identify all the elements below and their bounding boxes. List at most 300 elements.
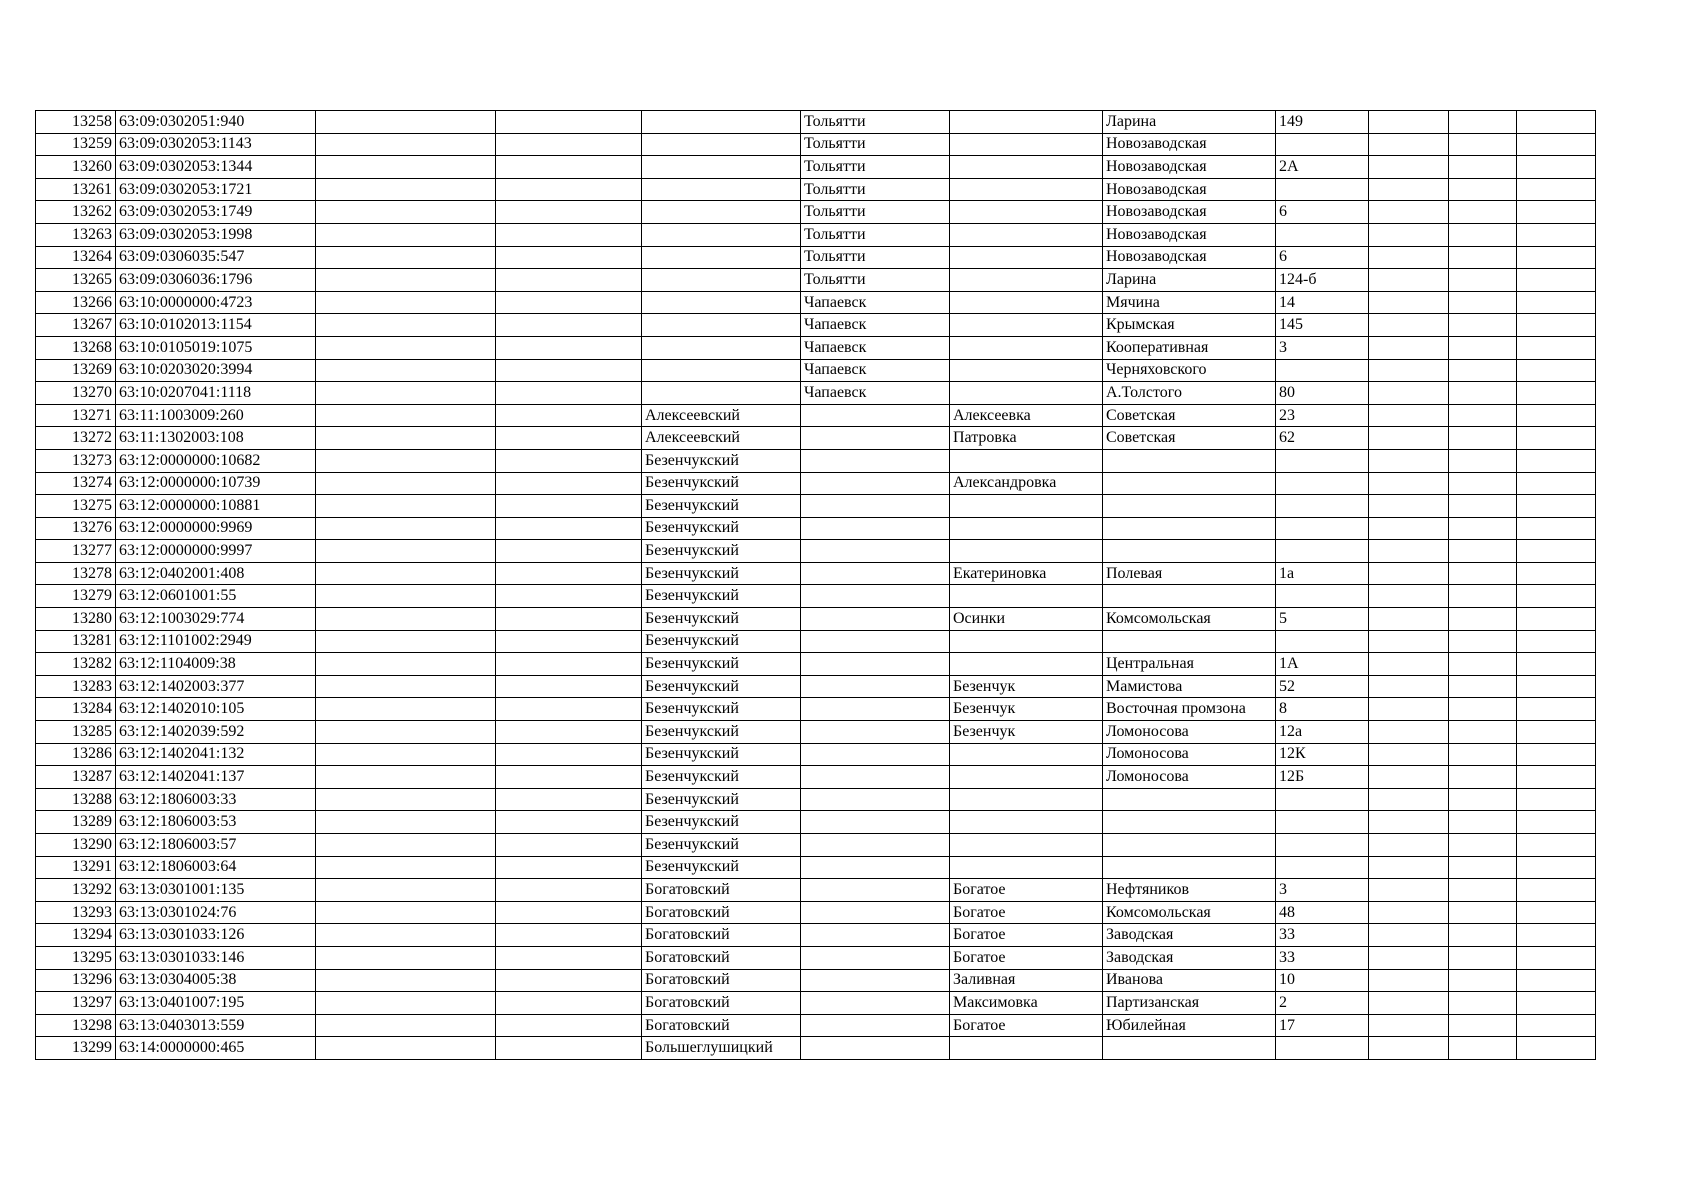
house-number-cell: 1а (1276, 562, 1369, 585)
column-3-cell (316, 969, 496, 992)
column-4-cell (496, 1014, 642, 1037)
column-12-cell (1517, 156, 1596, 179)
column-10-cell (1369, 404, 1449, 427)
district-cell: Безенчукский (642, 698, 801, 721)
column-12-cell (1517, 1037, 1596, 1060)
street-cell: Новозаводская (1103, 223, 1276, 246)
cadastral-number-cell: 63:11:1302003:108 (116, 427, 316, 450)
column-4-cell (496, 924, 642, 947)
city-cell (801, 788, 950, 811)
column-3-cell (316, 743, 496, 766)
house-number-cell (1276, 472, 1369, 495)
column-3-cell (316, 359, 496, 382)
city-cell (801, 562, 950, 585)
row-number-cell: 13292 (36, 879, 116, 902)
table-row (36, 246, 1596, 269)
district-cell: Богатовский (642, 879, 801, 902)
district-cell: Богатовский (642, 924, 801, 947)
cadastral-number-cell: 63:12:1101002:2949 (116, 630, 316, 653)
column-12-cell (1517, 111, 1596, 134)
street-cell: Советская (1103, 404, 1276, 427)
city-cell: Тольятти (801, 269, 950, 292)
house-number-cell: 2А (1276, 156, 1369, 179)
house-number-cell: 14 (1276, 291, 1369, 314)
column-4-cell (496, 495, 642, 518)
row-number-cell: 13293 (36, 901, 116, 924)
column-12-cell (1517, 788, 1596, 811)
row-number-cell: 13278 (36, 562, 116, 585)
house-number-cell: 23 (1276, 404, 1369, 427)
column-3-cell (316, 540, 496, 563)
row-number-cell: 13295 (36, 946, 116, 969)
street-cell: Партизанская (1103, 992, 1276, 1015)
column-4-cell (496, 540, 642, 563)
column-12-cell (1517, 562, 1596, 585)
city-cell (801, 404, 950, 427)
column-11-cell (1449, 1037, 1517, 1060)
city-cell (801, 608, 950, 631)
house-number-cell (1276, 178, 1369, 201)
city-cell (801, 427, 950, 450)
column-12-cell (1517, 698, 1596, 721)
row-number-cell: 13273 (36, 449, 116, 472)
street-cell: Новозаводская (1103, 133, 1276, 156)
column-11-cell (1449, 721, 1517, 744)
cadastral-number-cell: 63:12:1402041:132 (116, 743, 316, 766)
column-12-cell (1517, 404, 1596, 427)
city-cell: Чапаевск (801, 314, 950, 337)
street-cell: Заводская (1103, 924, 1276, 947)
locality-cell (950, 743, 1103, 766)
cadastral-number-cell: 63:12:0000000:9969 (116, 517, 316, 540)
house-number-cell: 5 (1276, 608, 1369, 631)
column-4-cell (496, 562, 642, 585)
city-cell: Чапаевск (801, 336, 950, 359)
row-number-cell: 13276 (36, 517, 116, 540)
column-4-cell (496, 992, 642, 1015)
table-row (36, 133, 1596, 156)
column-12-cell (1517, 336, 1596, 359)
house-number-cell (1276, 811, 1369, 834)
cadastral-number-cell: 63:12:1806003:53 (116, 811, 316, 834)
column-11-cell (1449, 788, 1517, 811)
cadastral-number-cell: 63:10:0203020:3994 (116, 359, 316, 382)
locality-cell (950, 495, 1103, 518)
locality-cell (950, 336, 1103, 359)
cadastral-number-cell: 63:13:0403013:559 (116, 1014, 316, 1037)
column-12-cell (1517, 901, 1596, 924)
locality-cell: Максимовка (950, 992, 1103, 1015)
column-10-cell (1369, 743, 1449, 766)
locality-cell: Алексеевка (950, 404, 1103, 427)
column-3-cell (316, 156, 496, 179)
column-4-cell (496, 721, 642, 744)
column-3-cell (316, 788, 496, 811)
row-number-cell: 13290 (36, 834, 116, 857)
column-11-cell (1449, 562, 1517, 585)
cadastral-number-cell: 63:12:0000000:10739 (116, 472, 316, 495)
street-cell (1103, 1037, 1276, 1060)
locality-cell (950, 201, 1103, 224)
city-cell (801, 517, 950, 540)
house-number-cell (1276, 495, 1369, 518)
street-cell (1103, 811, 1276, 834)
row-number-cell: 13264 (36, 246, 116, 269)
column-12-cell (1517, 653, 1596, 676)
locality-cell (950, 1037, 1103, 1060)
city-cell (801, 879, 950, 902)
house-number-cell: 80 (1276, 382, 1369, 405)
row-number-cell: 13275 (36, 495, 116, 518)
column-11-cell (1449, 156, 1517, 179)
street-cell (1103, 585, 1276, 608)
city-cell: Тольятти (801, 201, 950, 224)
column-12-cell (1517, 495, 1596, 518)
column-11-cell (1449, 630, 1517, 653)
house-number-cell (1276, 856, 1369, 879)
column-12-cell (1517, 834, 1596, 857)
row-number-cell: 13287 (36, 766, 116, 789)
district-cell (642, 314, 801, 337)
column-11-cell (1449, 269, 1517, 292)
district-cell: Безенчукский (642, 788, 801, 811)
cadastral-number-cell: 63:10:0000000:4723 (116, 291, 316, 314)
column-3-cell (316, 336, 496, 359)
house-number-cell: 12Б (1276, 766, 1369, 789)
row-number-cell: 13298 (36, 1014, 116, 1037)
row-number-cell: 13281 (36, 630, 116, 653)
locality-cell: Богатое (950, 1014, 1103, 1037)
cadastral-number-cell: 63:12:0000000:9997 (116, 540, 316, 563)
column-3-cell (316, 1037, 496, 1060)
column-11-cell (1449, 766, 1517, 789)
column-12-cell (1517, 585, 1596, 608)
column-4-cell (496, 608, 642, 631)
column-4-cell (496, 246, 642, 269)
table-row (36, 630, 1596, 653)
house-number-cell: 8 (1276, 698, 1369, 721)
cadastral-number-cell: 63:12:1806003:57 (116, 834, 316, 857)
column-11-cell (1449, 924, 1517, 947)
table-row (36, 743, 1596, 766)
column-12-cell (1517, 427, 1596, 450)
cadastral-number-cell: 63:09:0302053:1998 (116, 223, 316, 246)
column-11-cell (1449, 404, 1517, 427)
cadastral-number-cell: 63:14:0000000:465 (116, 1037, 316, 1060)
column-4-cell (496, 291, 642, 314)
house-number-cell (1276, 788, 1369, 811)
city-cell (801, 924, 950, 947)
column-10-cell (1369, 246, 1449, 269)
city-cell (801, 811, 950, 834)
column-3-cell (316, 698, 496, 721)
column-4-cell (496, 946, 642, 969)
cadastral-number-cell: 63:13:0301024:76 (116, 901, 316, 924)
city-cell (801, 495, 950, 518)
column-4-cell (496, 223, 642, 246)
column-12-cell (1517, 223, 1596, 246)
cadastral-number-cell: 63:12:1402003:377 (116, 675, 316, 698)
street-cell: Советская (1103, 427, 1276, 450)
table-row (36, 540, 1596, 563)
table-row (36, 562, 1596, 585)
district-cell: Алексеевский (642, 427, 801, 450)
city-cell (801, 449, 950, 472)
street-cell: Нефтяников (1103, 879, 1276, 902)
district-cell: Богатовский (642, 969, 801, 992)
cadastral-number-cell: 63:12:1402010:105 (116, 698, 316, 721)
district-cell (642, 336, 801, 359)
column-4-cell (496, 1037, 642, 1060)
column-10-cell (1369, 721, 1449, 744)
cadastral-number-cell: 63:13:0401007:195 (116, 992, 316, 1015)
street-cell: Кооперативная (1103, 336, 1276, 359)
column-11-cell (1449, 608, 1517, 631)
street-cell: Ларина (1103, 111, 1276, 134)
table-row (36, 834, 1596, 857)
column-3-cell (316, 924, 496, 947)
city-cell (801, 721, 950, 744)
city-cell (801, 901, 950, 924)
city-cell: Тольятти (801, 133, 950, 156)
column-11-cell (1449, 856, 1517, 879)
locality-cell (950, 540, 1103, 563)
column-3-cell (316, 111, 496, 134)
district-cell: Безенчукский (642, 495, 801, 518)
table-row (36, 721, 1596, 744)
row-number-cell: 13268 (36, 336, 116, 359)
column-10-cell (1369, 427, 1449, 450)
column-3-cell (316, 946, 496, 969)
column-3-cell (316, 856, 496, 879)
district-cell: Безенчукский (642, 540, 801, 563)
row-number-cell: 13282 (36, 653, 116, 676)
street-cell: Комсомольская (1103, 608, 1276, 631)
table-row (36, 924, 1596, 947)
row-number-cell: 13270 (36, 382, 116, 405)
locality-cell: Богатое (950, 946, 1103, 969)
column-10-cell (1369, 788, 1449, 811)
column-4-cell (496, 834, 642, 857)
district-cell (642, 156, 801, 179)
locality-cell: Патровка (950, 427, 1103, 450)
table-row (36, 201, 1596, 224)
cadastral-number-cell: 63:09:0302051:940 (116, 111, 316, 134)
table-row (36, 314, 1596, 337)
cadastral-number-cell: 63:13:0304005:38 (116, 969, 316, 992)
column-3-cell (316, 404, 496, 427)
house-number-cell: 33 (1276, 924, 1369, 947)
column-11-cell (1449, 382, 1517, 405)
column-4-cell (496, 472, 642, 495)
column-3-cell (316, 562, 496, 585)
column-11-cell (1449, 585, 1517, 608)
street-cell (1103, 449, 1276, 472)
column-4-cell (496, 156, 642, 179)
city-cell (801, 766, 950, 789)
cadastral-number-cell: 63:09:0302053:1721 (116, 178, 316, 201)
city-cell (801, 834, 950, 857)
column-11-cell (1449, 111, 1517, 134)
row-number-cell: 13265 (36, 269, 116, 292)
house-number-cell: 48 (1276, 901, 1369, 924)
column-12-cell (1517, 178, 1596, 201)
column-12-cell (1517, 924, 1596, 947)
locality-cell (950, 133, 1103, 156)
column-10-cell (1369, 901, 1449, 924)
table-row (36, 223, 1596, 246)
row-number-cell: 13267 (36, 314, 116, 337)
street-cell: Заводская (1103, 946, 1276, 969)
district-cell: Алексеевский (642, 404, 801, 427)
district-cell (642, 223, 801, 246)
column-4-cell (496, 178, 642, 201)
row-number-cell: 13299 (36, 1037, 116, 1060)
column-11-cell (1449, 879, 1517, 902)
street-cell: Комсомольская (1103, 901, 1276, 924)
column-10-cell (1369, 269, 1449, 292)
column-4-cell (496, 766, 642, 789)
column-11-cell (1449, 178, 1517, 201)
column-12-cell (1517, 811, 1596, 834)
locality-cell: Богатое (950, 924, 1103, 947)
district-cell: Безенчукский (642, 517, 801, 540)
city-cell (801, 946, 950, 969)
column-4-cell (496, 382, 642, 405)
locality-cell: Безенчук (950, 675, 1103, 698)
cadastral-number-cell: 63:10:0102013:1154 (116, 314, 316, 337)
row-number-cell: 13288 (36, 788, 116, 811)
table-row (36, 111, 1596, 134)
column-11-cell (1449, 133, 1517, 156)
table-row (36, 178, 1596, 201)
house-number-cell (1276, 223, 1369, 246)
table-row (36, 608, 1596, 631)
column-10-cell (1369, 133, 1449, 156)
house-number-cell: 2 (1276, 992, 1369, 1015)
column-12-cell (1517, 946, 1596, 969)
district-cell: Богатовский (642, 946, 801, 969)
locality-cell: Осинки (950, 608, 1103, 631)
table-row (36, 269, 1596, 292)
house-number-cell (1276, 585, 1369, 608)
column-3-cell (316, 201, 496, 224)
house-number-cell (1276, 834, 1369, 857)
column-12-cell (1517, 721, 1596, 744)
street-cell (1103, 540, 1276, 563)
cadastral-number-cell: 63:12:1806003:64 (116, 856, 316, 879)
house-number-cell: 1А (1276, 653, 1369, 676)
table-row (36, 472, 1596, 495)
row-number-cell: 13274 (36, 472, 116, 495)
column-3-cell (316, 517, 496, 540)
city-cell: Чапаевск (801, 382, 950, 405)
column-12-cell (1517, 766, 1596, 789)
city-cell (801, 992, 950, 1015)
table-row (36, 653, 1596, 676)
house-number-cell (1276, 1037, 1369, 1060)
column-3-cell (316, 721, 496, 744)
locality-cell (950, 834, 1103, 857)
street-cell: Новозаводская (1103, 201, 1276, 224)
column-4-cell (496, 359, 642, 382)
row-number-cell: 13284 (36, 698, 116, 721)
street-cell: Ломоносова (1103, 721, 1276, 744)
column-3-cell (316, 291, 496, 314)
column-4-cell (496, 901, 642, 924)
cadastral-number-cell: 63:09:0302053:1143 (116, 133, 316, 156)
row-number-cell: 13266 (36, 291, 116, 314)
column-3-cell (316, 834, 496, 857)
column-4-cell (496, 856, 642, 879)
column-11-cell (1449, 901, 1517, 924)
row-number-cell: 13272 (36, 427, 116, 450)
locality-cell (950, 314, 1103, 337)
district-cell (642, 359, 801, 382)
locality-cell (950, 653, 1103, 676)
city-cell: Тольятти (801, 111, 950, 134)
city-cell: Тольятти (801, 156, 950, 179)
column-11-cell (1449, 449, 1517, 472)
column-11-cell (1449, 359, 1517, 382)
city-cell: Тольятти (801, 223, 950, 246)
table-row (36, 788, 1596, 811)
column-3-cell (316, 223, 496, 246)
row-number-cell: 13263 (36, 223, 116, 246)
house-number-cell: 33 (1276, 946, 1369, 969)
row-number-cell: 13271 (36, 404, 116, 427)
column-10-cell (1369, 111, 1449, 134)
column-11-cell (1449, 675, 1517, 698)
cadastral-number-cell: 63:13:0301033:146 (116, 946, 316, 969)
city-cell (801, 630, 950, 653)
locality-cell (950, 223, 1103, 246)
column-10-cell (1369, 156, 1449, 179)
street-cell: Ломоносова (1103, 766, 1276, 789)
cadastral-number-cell: 63:12:0000000:10682 (116, 449, 316, 472)
column-12-cell (1517, 675, 1596, 698)
city-cell (801, 743, 950, 766)
house-number-cell (1276, 449, 1369, 472)
house-number-cell: 124-б (1276, 269, 1369, 292)
column-10-cell (1369, 946, 1449, 969)
cadastral-number-cell: 63:09:0302053:1749 (116, 201, 316, 224)
street-cell (1103, 834, 1276, 857)
column-3-cell (316, 1014, 496, 1037)
city-cell (801, 698, 950, 721)
column-10-cell (1369, 1037, 1449, 1060)
cadastral-number-cell: 63:12:0601001:55 (116, 585, 316, 608)
column-4-cell (496, 111, 642, 134)
locality-cell (950, 630, 1103, 653)
street-cell: Крымская (1103, 314, 1276, 337)
column-4-cell (496, 653, 642, 676)
street-cell: А.Толстого (1103, 382, 1276, 405)
column-10-cell (1369, 924, 1449, 947)
table-row (36, 811, 1596, 834)
row-number-cell: 13280 (36, 608, 116, 631)
column-12-cell (1517, 608, 1596, 631)
cadastral-number-cell: 63:12:0402001:408 (116, 562, 316, 585)
column-3-cell (316, 675, 496, 698)
table-row (36, 336, 1596, 359)
column-10-cell (1369, 698, 1449, 721)
row-number-cell: 13296 (36, 969, 116, 992)
column-10-cell (1369, 766, 1449, 789)
table-row (36, 766, 1596, 789)
column-4-cell (496, 811, 642, 834)
column-4-cell (496, 314, 642, 337)
